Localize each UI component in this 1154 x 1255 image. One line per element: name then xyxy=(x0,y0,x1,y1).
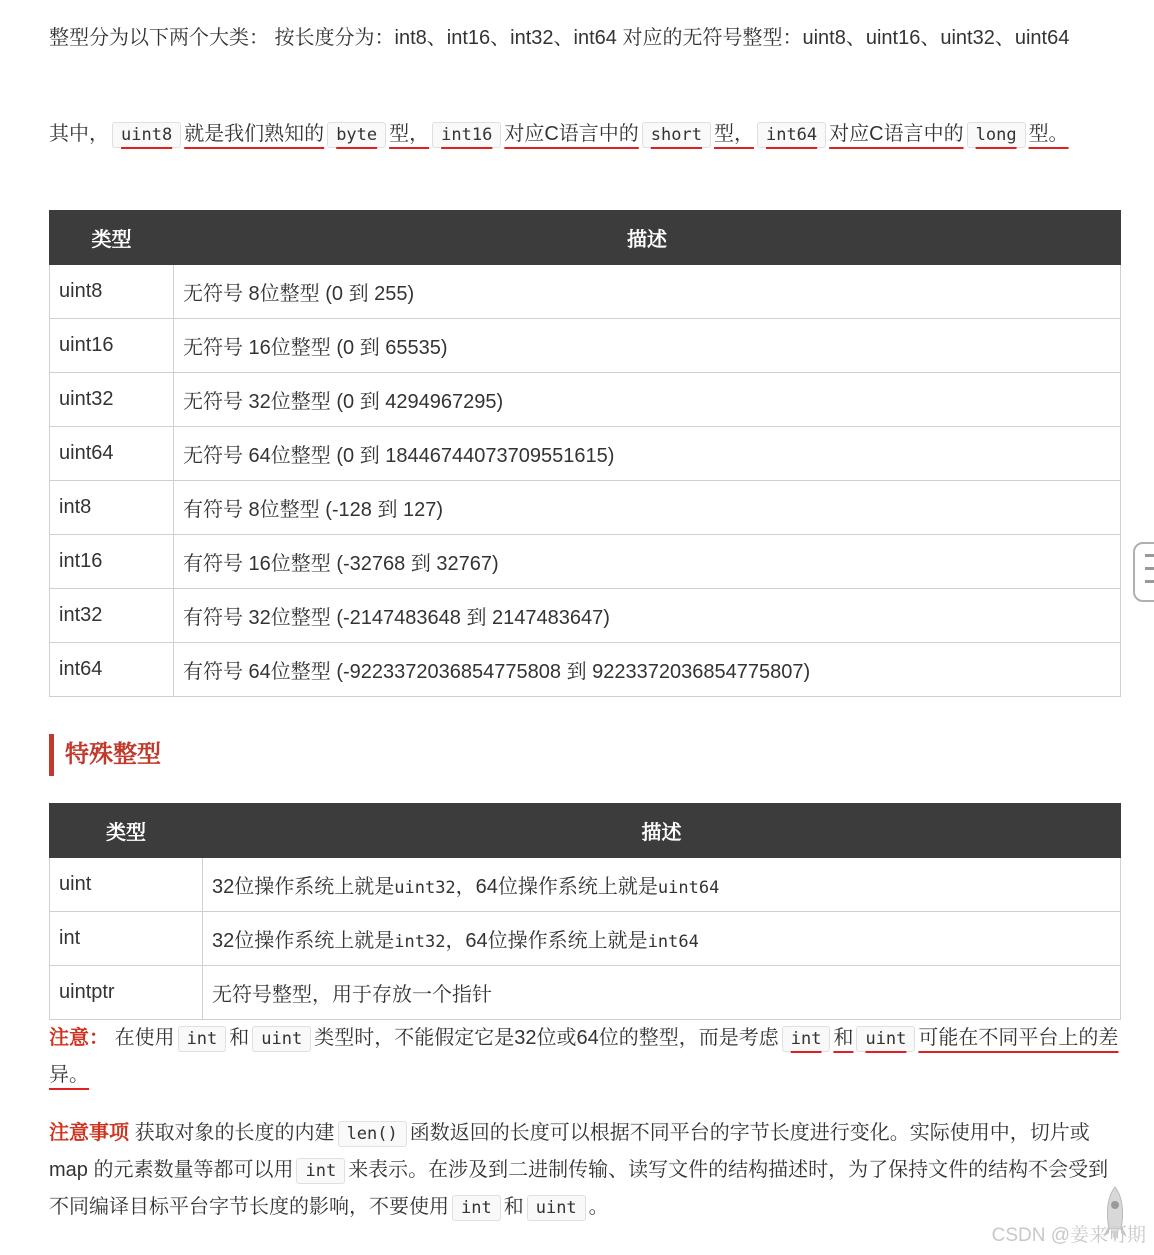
type-cell: uint64 xyxy=(50,427,174,481)
text: 32位操作系统上就是 xyxy=(212,876,395,898)
mono-text: uint32 xyxy=(394,878,456,898)
text: 。 xyxy=(588,1196,609,1218)
description-cell: 无符号 64位整型 (0 到 18446744073709551615) xyxy=(174,427,1121,481)
menu-line-icon xyxy=(1145,567,1154,570)
inline-code: int xyxy=(178,1026,227,1052)
description-cell xyxy=(203,912,1121,966)
table-row xyxy=(50,589,1121,643)
type-mapping-paragraph xyxy=(49,116,1119,153)
text: 型。 xyxy=(1028,123,1069,145)
header-type: 类型 xyxy=(50,211,174,265)
header-description: 描述 xyxy=(203,804,1121,858)
type-cell: uint32 xyxy=(50,373,174,427)
description-cell: 无符号 8位整型 (0 到 255) xyxy=(174,265,1121,319)
section-heading: 特殊整型 xyxy=(49,734,161,776)
note-label: 注意： xyxy=(49,1027,109,1049)
text: 和 xyxy=(833,1027,854,1049)
text: ，64位操作系统上就是 xyxy=(455,876,658,898)
table-row xyxy=(50,319,1121,373)
inline-code: byte xyxy=(327,122,386,148)
table-row xyxy=(50,481,1121,535)
header-type: 类型 xyxy=(50,804,203,858)
text: 对应C语言中的 xyxy=(504,123,639,145)
table-header-row xyxy=(50,211,1121,265)
text: 其中， xyxy=(49,123,109,145)
table-row xyxy=(50,427,1121,481)
inline-code: int64 xyxy=(757,122,826,148)
type-cell: uint16 xyxy=(50,319,174,373)
text: 来表示。在涉及到二进制传输、读写文件的结构描述时，为了保持文件的结构不会受到不同编译目标平台字节长度的影响，不要使用 xyxy=(49,1159,1109,1218)
description-cell: 无符号 32位整型 (0 到 4294967295) xyxy=(174,373,1121,427)
text: 32位操作系统上就是 xyxy=(212,930,395,952)
type-cell: int32 xyxy=(50,589,174,643)
inline-code: int xyxy=(296,1158,345,1184)
inline-code: uint xyxy=(856,1026,915,1052)
inline-code: int xyxy=(782,1026,831,1052)
description-cell: 有符号 16位整型 (-32768 到 32767) xyxy=(174,535,1121,589)
note-paragraph xyxy=(49,1020,1119,1093)
type-cell: int16 xyxy=(50,535,174,589)
caution-label: 注意事项 xyxy=(49,1122,129,1144)
table-row xyxy=(50,535,1121,589)
text: 型， xyxy=(713,123,754,145)
text: 和 xyxy=(503,1196,524,1218)
sidebar-toggle-button[interactable] xyxy=(1133,542,1154,602)
inline-code: int xyxy=(452,1195,501,1221)
type-cell: int64 xyxy=(50,643,174,697)
inline-code: uint xyxy=(252,1026,311,1052)
special-integer-table xyxy=(49,803,1121,1020)
table-row xyxy=(50,966,1121,1020)
description-cell xyxy=(203,858,1121,912)
inline-code: len() xyxy=(338,1121,407,1147)
table-header-row xyxy=(50,804,1121,858)
text: ，64位操作系统上就是 xyxy=(445,930,648,952)
inline-code: int16 xyxy=(432,122,501,148)
inline-code: long xyxy=(967,122,1026,148)
caution-paragraph xyxy=(49,1115,1119,1226)
description-cell: 无符号 16位整型 (0 到 65535) xyxy=(174,319,1121,373)
description-cell xyxy=(203,966,1121,1020)
text: 函数返回的长度可以根据不同平台的字节长度进行变化。实际使用中，切片或 map 的元素数量等都可以用 xyxy=(49,1122,1090,1181)
type-cell: uint8 xyxy=(50,265,174,319)
mono-text: int64 xyxy=(647,932,699,952)
inline-code: short xyxy=(642,122,711,148)
type-cell: uintptr xyxy=(50,966,203,1020)
description-cell: 有符号 64位整型 (-9223372036854775808 到 9223372036854775807) xyxy=(174,643,1121,697)
header-description: 描述 xyxy=(174,211,1121,265)
text: 获取对象的长度的内建 xyxy=(134,1122,335,1144)
menu-line-icon xyxy=(1145,554,1154,557)
type-cell: int xyxy=(50,912,203,966)
table-row xyxy=(50,912,1121,966)
integer-types-table xyxy=(49,210,1121,697)
mono-text: uint64 xyxy=(657,878,720,898)
watermark: CSDN @姜来可期 xyxy=(991,1225,1146,1246)
menu-line-icon xyxy=(1145,580,1154,583)
type-cell: uint xyxy=(50,858,203,912)
table-row xyxy=(50,373,1121,427)
intro-paragraph: 整型分为以下两个大类： 按长度分为：int8、int16、int32、int64 对应的无符号整型：uint8、uint16、uint32、uint64 xyxy=(49,27,1070,49)
text: 对应C语言中的 xyxy=(829,123,964,145)
text: 和 xyxy=(229,1027,250,1049)
inline-code: uint8 xyxy=(112,122,181,148)
type-cell: int8 xyxy=(50,481,174,535)
mono-text: int32 xyxy=(394,932,446,952)
table-row xyxy=(50,643,1121,697)
text: 型， xyxy=(389,123,430,145)
table-row xyxy=(50,858,1121,912)
text: 类型时，不能假定它是32位或64位的整型，而是考虑 xyxy=(314,1027,779,1049)
text: 就是我们熟知的 xyxy=(184,123,325,145)
inline-code: uint xyxy=(527,1195,586,1221)
text: 无符号整型，用于存放一个指针 xyxy=(212,984,492,1006)
table-row xyxy=(50,265,1121,319)
description-cell: 有符号 8位整型 (-128 到 127) xyxy=(174,481,1121,535)
text: 可能在不同平台上的差异。 xyxy=(49,1027,1119,1086)
text: 在使用 xyxy=(114,1027,175,1049)
description-cell: 有符号 32位整型 (-2147483648 到 2147483647) xyxy=(174,589,1121,643)
